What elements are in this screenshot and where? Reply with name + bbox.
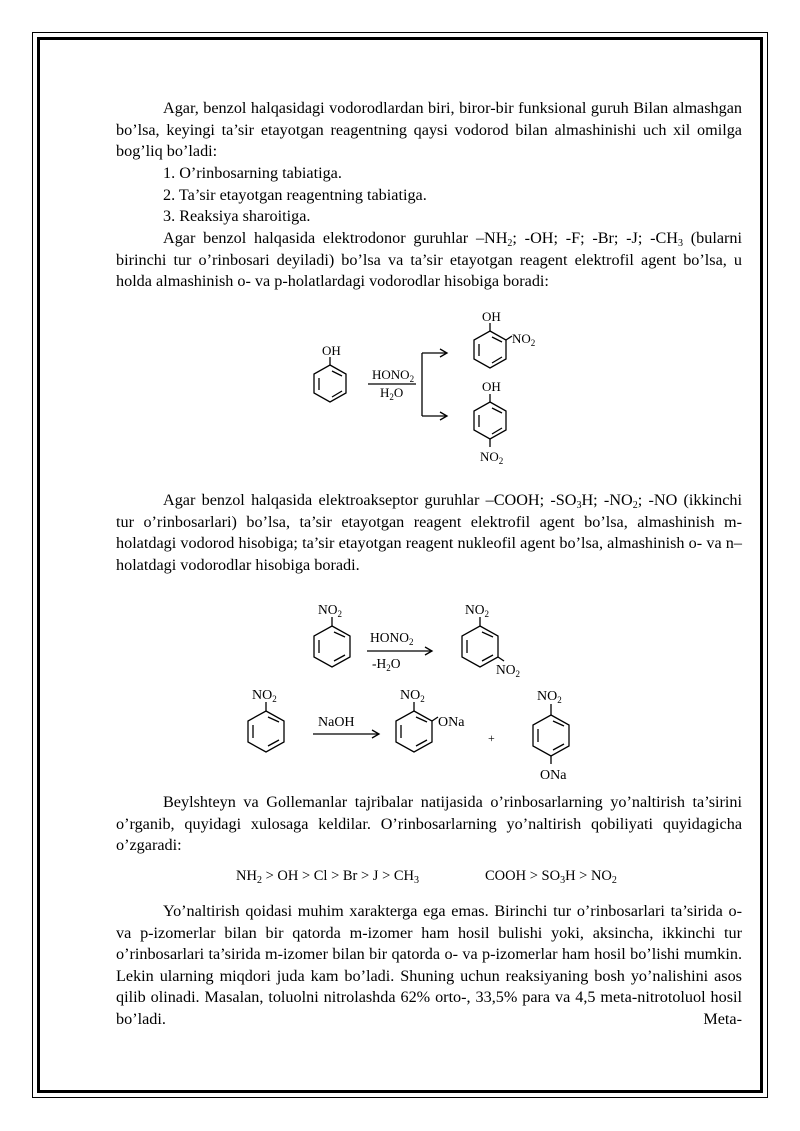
reagent-label: $HONO_2$ bbox=[372, 367, 415, 384]
paragraph-intro: Agar, benzol halqasidagi vodorodlardan biri, biror-bir funksional guruh Bilan almashgan bo’lsa, keyingi ta’sir etayotgan reagentning qaysi vodorod bilan almashinishi uch xil omilga bog’liq bo’ladi: bbox=[116, 99, 742, 160]
first-kind-series: $NH_2$ > OH > $Cl > Br > J > CH_3$ bbox=[236, 868, 420, 886]
no2-label: $NO_2$ bbox=[537, 689, 562, 705]
no2-label: $NO_2$ bbox=[512, 331, 536, 348]
list-item: 3. Reaksiya sharoitiga. bbox=[163, 207, 311, 225]
no2-label: $NO_2$ bbox=[465, 602, 489, 619]
oh-label: OH bbox=[482, 309, 501, 324]
paragraph-electrodonor: Agar benzol halqasida elektrodonor guruhlar $-NH_2$; -OH; -F; -Br; -J; $-CH_3$ (bularni birinchi tur o’rinbosari deyiladi) bo’lsa va ta’sir etayotgan reagent elektrofil agent bo’lsa, u holda almashinish o- va p-holatlardagi vodorodlar hisobiga boradi: bbox=[116, 229, 742, 290]
oh-label: OH bbox=[482, 379, 501, 394]
paragraph-beilstein: Beylshteyn va Gollemanlar tajribalar natijasida o’rinbosarlarning yo’naltirish ta’sirini o’rganib, quyidagi xulosaga keldilar. O’rinbosarlarning yo’naltirish qobiliyati quyidagicha o’zgaradi: bbox=[116, 793, 742, 854]
phenol-nitration-scheme bbox=[290, 305, 550, 475]
conditions-label: $H_2O$ bbox=[380, 385, 404, 402]
reagent-label: $HONO_2$ bbox=[370, 630, 414, 647]
oh-label: OH bbox=[322, 343, 341, 358]
paragraph-orientation-rule: Yo’naltirish qoidasi muhim xarakterga ega emas. Birinchi tur o’rinbosarlari ta’sirida o- va p-izomerlar bilan bir qatorda m-izomer ham hosil bulishi yoki, aksincha, ikkinchi tur o’rinbosarlari ta’sirida m-izomer bilan bir qatorda o- va p-izomerlar ham hosil bo’lishi mumkin. Lekin ularning miqdori juda kam bo’ladi. Shuning uchun reaksiyaning bosh yo’nalishini asos qilib olinadi. Masalan, toluolni nitrolashda 62% orto-, 33,5% para va 4,5 meta-nitrotoluol hosil bo’ladi. Meta- bbox=[116, 902, 742, 1028]
list-item: 1. O’rinbosarning tabiatiga. bbox=[163, 164, 342, 182]
no2-label: $NO_2$ bbox=[496, 662, 520, 679]
no2-label: $NO_2$ bbox=[480, 449, 504, 466]
list-item: 2. Ta’sir etayotgan reagentning tabiatiga. bbox=[163, 185, 427, 204]
plus-sign: + bbox=[488, 731, 495, 745]
reagent-label: NaOH bbox=[318, 715, 355, 730]
no2-label: $NO_2$ bbox=[252, 688, 277, 704]
no2-label: $NO_2$ bbox=[400, 688, 425, 704]
nitrobenzene-nitration-scheme bbox=[290, 598, 550, 688]
no2-label: $NO_2$ bbox=[318, 602, 342, 619]
nitrobenzene-naoh-scheme bbox=[236, 684, 596, 788]
ona-label: ONa bbox=[540, 768, 567, 783]
second-kind-series: COOH > $SO_3H > NO_2$ bbox=[485, 868, 617, 886]
ona-label: ONa bbox=[438, 715, 465, 730]
conditions-label: $-H_2O$ bbox=[372, 656, 401, 673]
factor-list bbox=[163, 163, 427, 228]
paragraph-electroacceptor: Agar benzol halqasida elektroakseptor guruhlar –COOH; $-SO_3H$; $-NO_2$; -NO (ikkinchi tur o’rinbosarlari) bo’lsa, ta’sir etayotgan reagent elektrofil agent bo’lsa, almashinish m-holatdagi vodorod hisobiga; ta’sir etayotgan reagent nukleofil agent bo’lsa, almashinish o- va n–holatdagi vodorodlar hisobiga boradi. bbox=[116, 491, 742, 574]
